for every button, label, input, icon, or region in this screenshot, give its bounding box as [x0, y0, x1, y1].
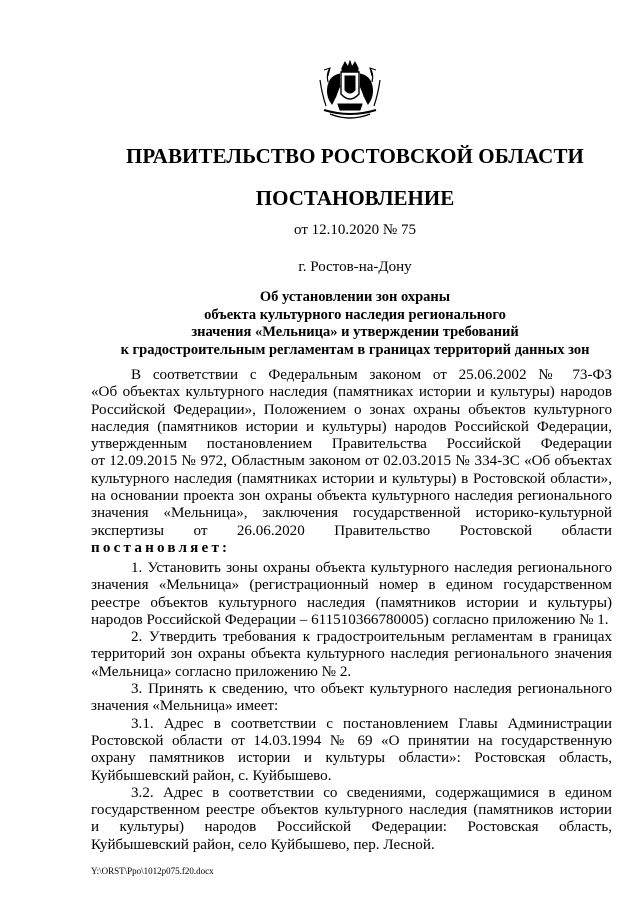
- date-number-line: от 12.10.2020 № 75: [294, 222, 416, 238]
- item-line: 3. Принять к сведению, что объект культурного наследия регионального: [131, 681, 612, 698]
- item-line: Куйбышевский район, с. Куйбышево.: [91, 767, 332, 784]
- item-line: Ростовской области от 14.03.1994 № 69 «О принятии на государственную: [91, 732, 612, 749]
- item-line: реестре объектов культурного наследия (памятников истории и культуры): [91, 594, 612, 611]
- document-subject: [90, 289, 620, 359]
- preamble-paragraph: [91, 367, 612, 557]
- item-line: государственном реестре объектов культурного наследия (памятников истории: [91, 802, 612, 819]
- item-line: и культуры) народов Российской Федерации: Ростовская область,: [91, 819, 612, 836]
- item-line: значения «Мельница» имеет:: [91, 698, 279, 715]
- preamble-line: Российской Федерации», Положением о зонах охраны объектов культурного: [91, 401, 612, 418]
- item-line: Куйбышевский район, село Куйбышево, пер. Лесной.: [91, 836, 435, 853]
- item-line: 2. Утвердить требования к градостроительным регламентам в границах: [131, 629, 612, 646]
- item-line: 1. Установить зоны охраны объекта культурного наследия регионального: [131, 560, 612, 576]
- preamble-line: «Об объектах культурного наследия (памятниках истории и культуры) народов: [91, 384, 612, 401]
- file-path-footer: Y:\ORST\Ppo\1012p075.f20.docx: [91, 866, 214, 876]
- decree-items: [91, 560, 612, 854]
- preamble-line: утвержденным постановлением Правительства Российской Федерации: [91, 436, 612, 453]
- city-line: г. Ростов-на-Дону: [298, 259, 412, 275]
- item-line: 3.1. Адрес в соответствии с постановлением Главы Администрации: [131, 715, 612, 732]
- organization-title: ПРАВИТЕЛЬСТВО РОСТОВСКОЙ ОБЛАСТИ: [126, 144, 584, 168]
- subject-line: объекта культурного наследия регионального: [204, 306, 506, 323]
- preamble-line: от 12.09.2015 № 972, Областным законом от 02.03.2015 № 334-ЗС «Об объектах: [91, 453, 612, 470]
- item-line: «Мельница» согласно приложению № 2.: [91, 663, 352, 680]
- document-type-title: ПОСТАНОВЛЕНИЕ: [255, 186, 455, 210]
- item-line: значения «Мельница» (регистрационный номер в едином государственном: [91, 577, 612, 594]
- coat-of-arms-icon: [316, 60, 384, 124]
- preamble-line: культурного наследия (памятниках истории и культуры) в Ростовской области»,: [91, 470, 612, 487]
- subject-line: к градостроительным регламентам в границах территорий данных зон: [120, 341, 590, 358]
- preamble-line: наследия (памятников истории и культуры) народов Российской Федерации,: [91, 418, 612, 435]
- preamble-line: экспертизы от 26.06.2020 Правительство Ростовской области: [91, 522, 612, 539]
- item-line: 3.2. Адрес в соответствии со сведениями, содержащимися в едином: [131, 784, 612, 801]
- subject-line: значения «Мельница» и утверждении требований: [191, 324, 519, 341]
- item-line: народов Российской Федерации – 611510366780005) согласно приложению № 1.: [91, 611, 609, 628]
- decree-word: постановляет:: [91, 539, 231, 556]
- subject-line: Об установлении зон охраны: [259, 289, 451, 305]
- preamble-line: значения «Мельница», заключения государственной историко-культурной: [91, 505, 612, 522]
- item-line: территорий зон охраны объекта культурного наследия регионального значения: [91, 646, 612, 663]
- preamble-line: на основании проекта зон охраны объекта культурного наследия регионального: [91, 488, 612, 505]
- item-line: охрану памятников истории и культуры области»: Ростовская область,: [91, 750, 612, 767]
- preamble-line: В соответствии с Федеральным законом от 25.06.2002 № 73-ФЗ: [131, 367, 612, 383]
